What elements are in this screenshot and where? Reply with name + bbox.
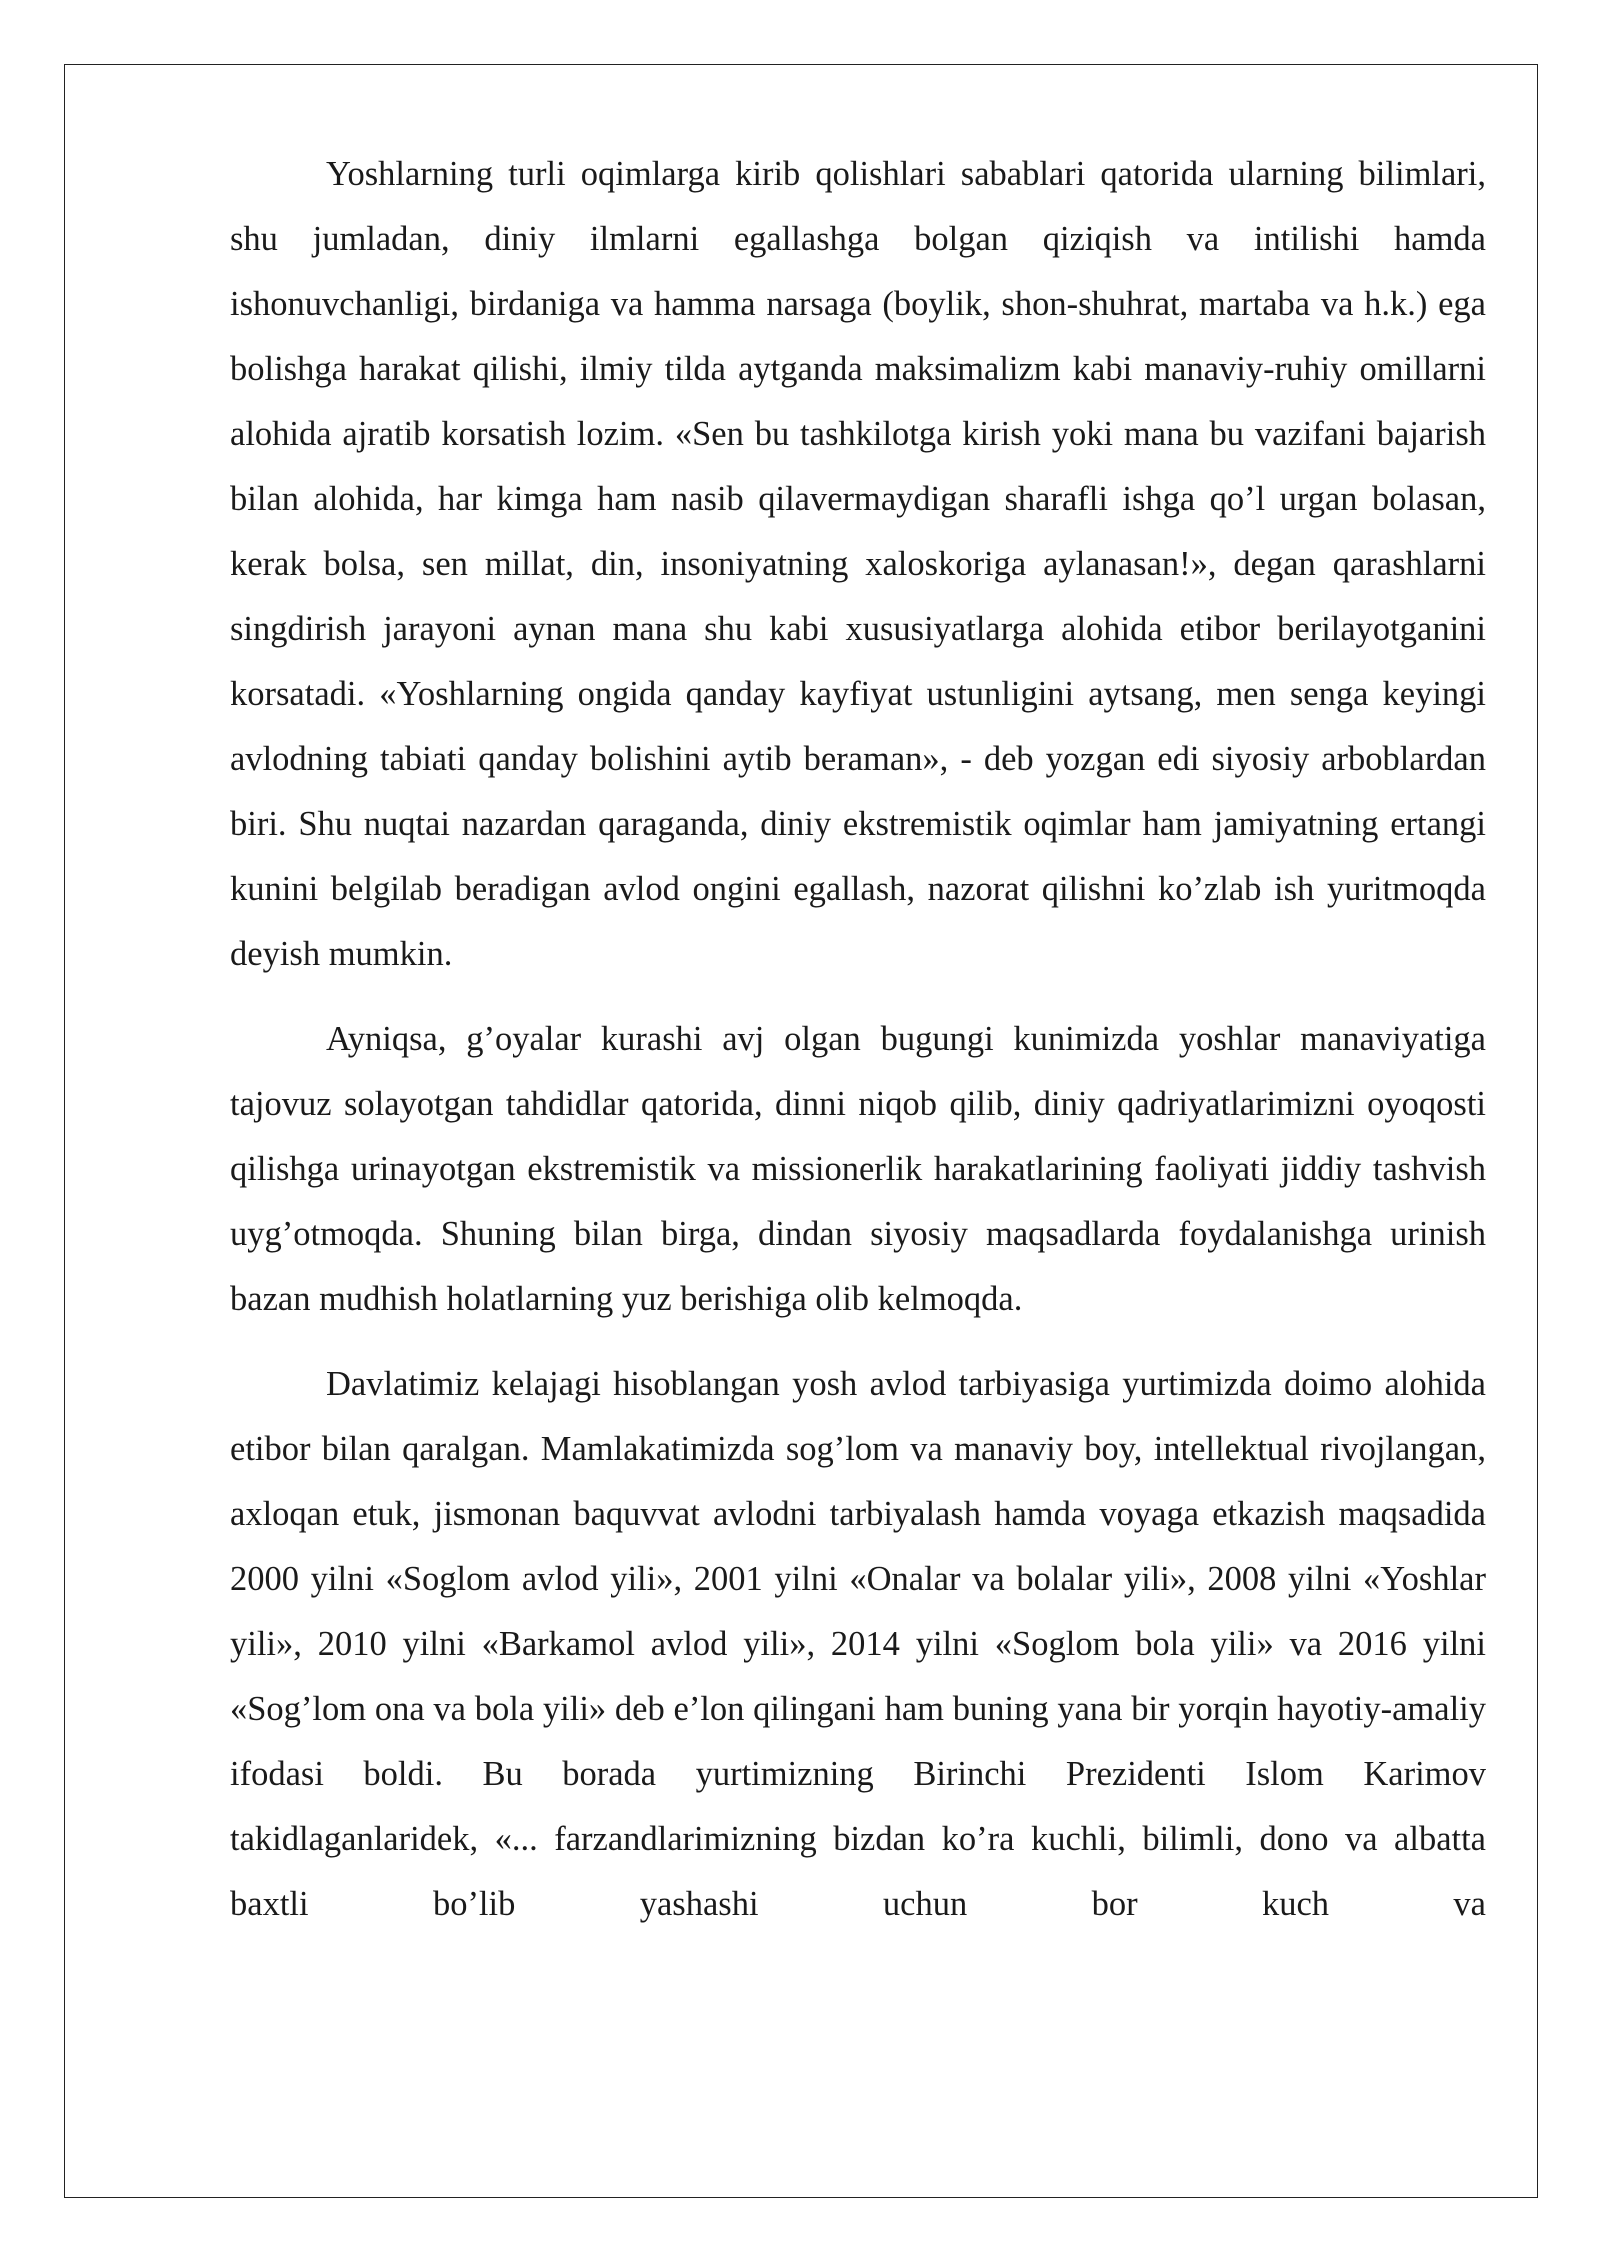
paragraph-3: Davlatimiz kelajagi hisoblangan yosh avlod tarbiyasiga yurtimizda doimo alohida etibor bilan qaralgan. Mamlakatimizda sog’lom va manaviy boy, intellektual rivojlangan, axloqan etuk, jismonan baquvvat avlodni tarbiyalash hamda voyaga etkazish maqsadida 2000 yilni «Soglom avlod yili», 2001 yilni «Onalar va bolalar yili», 2008 yilni «Yoshlar yili», 2010 yilni «Barkamol avlod yili», 2014 yilni «Soglom bola yili» va 2016 yilni «Sog’lom ona va bola yili» deb e’lon qilingani ham buning yana bir yorqin hayotiy-amaliy ifodasi boldi. Bu borada yurtimizning Birinchi Prezidenti Islom Karimov takidlaganlaridek, «... farzandlarimizning bizdan ko’ra kuchli, bilimli, dono va albatta baxtli bo’lib yashashi uchun bor kuch va bbox=[230, 1365, 1486, 1923]
paragraph-1: Yoshlarning turli oqimlarga kirib qolishlari sabablari qatorida ularning bilimlari, shu jumladan, diniy ilmlarni egallashga bolgan qiziqish va intilishi hamda ishonuvchanligi, birdaniga va hamma narsaga (boylik, shon-shuhrat, martaba va h.k.) ega bolishga harakat qilishi, ilmiy tilda aytganda maksimalizm kabi manaviy-ruhiy omillarni alohida ajratib korsatish lozim. «Sen bu tashkilotga kirish yoki mana bu vazifani bajarish bilan alohida, har kimga ham nasib qilavermaydigan sharafli ishga qo’l urgan bolasan, kerak bolsa, sen millat, din, insoniyatning xaloskoriga aylanasan!», degan qarashlarni singdirish jarayoni aynan mana shu kabi xususiyatlarga alohida etibor berilayotganini korsatadi. «Yoshlarning ongida qanday kayfiyat ustunligini aytsang, men senga keyingi avlodning tabiati qanday bolishini aytib beraman», - deb yozgan edi siyosiy arboblardan biri. Shu nuqtai nazardan qaraganda, diniy ekstremistik oqimlar ham jamiyatning ertangi kunini belgilab beradigan avlod ongini egallash, nazorat qilishni ko’zlab ish yuritmoqda deyish mumkin. bbox=[230, 155, 1486, 973]
paragraph-2: Ayniqsa, g’oyalar kurashi avj olgan bugungi kunimizda yoshlar manaviyatiga tajovuz solayotgan tahdidlar qatorida, dinni niqob qilib, diniy qadriyatlarimizni oyoqosti qilishga urinayotgan ekstremistik va missionerlik harakatlarining faoliyati jiddiy tashvish uyg’otmoqda. Shuning bilan birga, dindan siyosiy maqsadlarda foydalanishga urinish bazan mudhish holatlarning yuz berishiga olib kelmoqda. bbox=[230, 1020, 1486, 1318]
document-body bbox=[230, 142, 1486, 1937]
